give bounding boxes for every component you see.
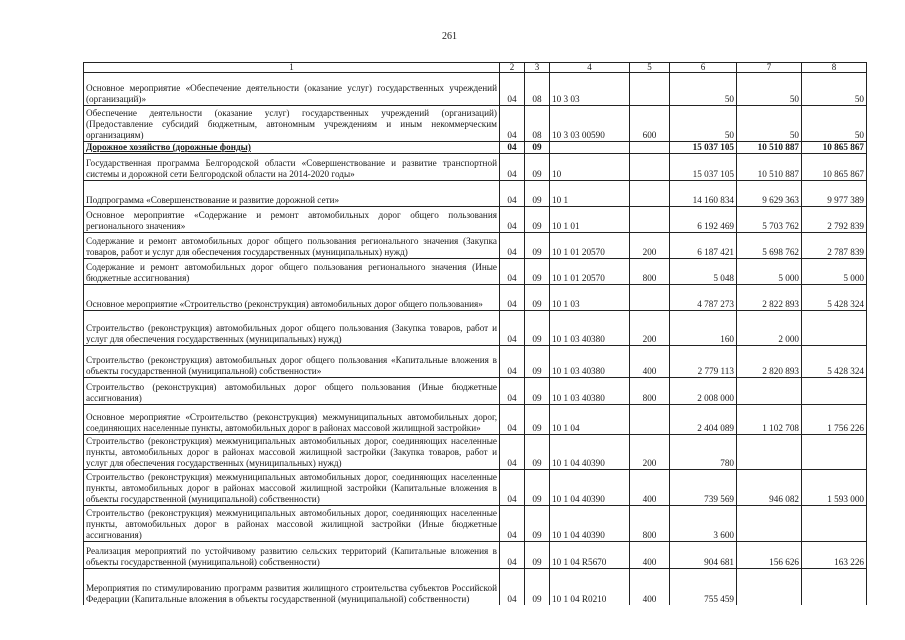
row-name: Реализация мероприятий по устойчивому развитию сельских территорий (Капитальные вложения в объекты государственной (муниципальной) собственности) <box>84 542 500 569</box>
table-row <box>84 378 867 405</box>
expense-type-code <box>630 181 670 207</box>
expense-type-code: 200 <box>630 435 670 470</box>
section-code: 04 <box>500 542 525 569</box>
expense-type-code: 400 <box>630 542 670 569</box>
row-name: Дорожное хозяйство (дорожные фонды) <box>84 142 500 154</box>
expense-type-code: 600 <box>630 106 670 142</box>
section-code: 04 <box>500 435 525 470</box>
subsection-code: 09 <box>525 285 550 311</box>
expense-type-code: 200 <box>630 311 670 346</box>
target-article-code: 10 1 <box>550 181 630 207</box>
subsection-code: 09 <box>525 207 550 233</box>
subsection-code: 09 <box>525 233 550 259</box>
table-row <box>84 435 867 470</box>
table-row <box>84 311 867 346</box>
expense-type-code <box>630 73 670 106</box>
amount-col6: 2 779 113 <box>670 346 737 378</box>
section-code: 04 <box>500 207 525 233</box>
expense-type-code <box>630 142 670 154</box>
amount-col8 <box>802 311 867 346</box>
expense-type-code: 800 <box>630 506 670 542</box>
amount-col7: 2 820 893 <box>737 346 802 378</box>
amount-col8: 9 977 389 <box>802 181 867 207</box>
amount-col6: 3 600 <box>670 506 737 542</box>
column-header: 1 <box>84 63 500 73</box>
amount-col8: 5 428 324 <box>802 346 867 378</box>
amount-col6: 15 037 105 <box>670 142 737 154</box>
section-code: 04 <box>500 506 525 542</box>
row-name: Подпрограмма «Совершенствование и развитие дорожной сети» <box>84 181 500 207</box>
target-article-code: 10 <box>550 154 630 181</box>
column-header: 4 <box>550 63 630 73</box>
row-name: Строительство (реконструкция) межмуниципальных автомобильных дорог, соединяющих населенные пункты, автомобильных дорог в районах массовой жилищной застройки (Иные бюджетные ассигнования) <box>84 506 500 542</box>
table-row <box>84 154 867 181</box>
subsection-code: 09 <box>525 569 550 605</box>
amount-col6: 755 459 <box>670 569 737 605</box>
section-code: 04 <box>500 285 525 311</box>
target-article-code: 10 1 04 R0210 <box>550 569 630 605</box>
amount-col7 <box>737 435 802 470</box>
expense-type-code: 400 <box>630 569 670 605</box>
amount-col6: 904 681 <box>670 542 737 569</box>
table-row <box>84 142 867 154</box>
section-code: 04 <box>500 405 525 435</box>
subsection-code: 09 <box>525 181 550 207</box>
subsection-code: 09 <box>525 154 550 181</box>
amount-col8: 163 226 <box>802 542 867 569</box>
amount-col6: 6 192 469 <box>670 207 737 233</box>
amount-col6: 14 160 834 <box>670 181 737 207</box>
expense-type-code: 400 <box>630 470 670 506</box>
target-article-code: 10 3 03 <box>550 73 630 106</box>
amount-col8: 5 428 324 <box>802 285 867 311</box>
target-article-code: 10 1 01 20570 <box>550 259 630 285</box>
table-row <box>84 542 867 569</box>
amount-col7: 2 000 <box>737 311 802 346</box>
row-name: Строительство (реконструкция) межмуниципальных автомобильных дорог, соединяющих населенные пункты, автомобильных дорог в районах массовой жилищной застройки (Капитальные вложения в объекты государственной (муниципальной) собственности) <box>84 470 500 506</box>
target-article-code: 10 1 04 R5670 <box>550 542 630 569</box>
amount-col8: 10 865 867 <box>802 154 867 181</box>
table-row <box>84 346 867 378</box>
subsection-code: 08 <box>525 73 550 106</box>
table-row <box>84 207 867 233</box>
table-row <box>84 73 867 106</box>
amount-col6: 5 048 <box>670 259 737 285</box>
amount-col7: 156 626 <box>737 542 802 569</box>
amount-col8: 1 593 000 <box>802 470 867 506</box>
target-article-code: 10 1 03 40380 <box>550 311 630 346</box>
row-name: Основное мероприятие «Строительство (реконструкция) автомобильных дорог общего пользования» <box>84 285 500 311</box>
row-name: Содержание и ремонт автомобильных дорог общего пользования регионального значения (Иные бюджетные ассигнования) <box>84 259 500 285</box>
amount-col8 <box>802 569 867 605</box>
target-article-code: 10 1 03 40380 <box>550 346 630 378</box>
amount-col8: 5 000 <box>802 259 867 285</box>
amount-col6: 50 <box>670 73 737 106</box>
column-header: 2 <box>500 63 525 73</box>
header-row <box>84 63 867 73</box>
amount-col6: 160 <box>670 311 737 346</box>
amount-col8: 50 <box>802 106 867 142</box>
section-code: 04 <box>500 154 525 181</box>
section-code: 04 <box>500 569 525 605</box>
row-name: Обеспечение деятельности (оказание услуг) государственных учреждений (организаций) (Предоставление субсидий бюджетным, автономным учреждениям и иным некоммерческим организациям) <box>84 106 500 142</box>
table-row <box>84 285 867 311</box>
amount-col7: 50 <box>737 106 802 142</box>
amount-col7: 2 822 893 <box>737 285 802 311</box>
section-code: 04 <box>500 378 525 405</box>
column-header: 6 <box>670 63 737 73</box>
section-code: 04 <box>500 142 525 154</box>
target-article-code: 10 1 04 40390 <box>550 470 630 506</box>
target-article-code: 10 1 03 40380 <box>550 378 630 405</box>
amount-col7: 10 510 887 <box>737 154 802 181</box>
amount-col7: 5 703 762 <box>737 207 802 233</box>
amount-col6: 780 <box>670 435 737 470</box>
row-name: Мероприятия по стимулированию программ развития жилищного строительства субъектов Российской Федерации (Капитальные вложения в объекты государственной (муниципальной) собственности) <box>84 569 500 605</box>
row-name: Основное мероприятие «Строительство (реконструкция) межмуниципальных автомобильных дорог, соединяющих населенные пункты, автомобильных дорог в районах массовой жилищной застройки» <box>84 405 500 435</box>
target-article-code: 10 1 04 <box>550 405 630 435</box>
section-code: 04 <box>500 106 525 142</box>
subsection-code: 09 <box>525 542 550 569</box>
subsection-code: 09 <box>525 259 550 285</box>
target-article-code: 10 1 04 40390 <box>550 506 630 542</box>
target-article-code: 10 3 03 00590 <box>550 106 630 142</box>
section-code: 04 <box>500 470 525 506</box>
subsection-code: 09 <box>525 346 550 378</box>
column-header: 5 <box>630 63 670 73</box>
row-name: Основное мероприятие «Содержание и ремонт автомобильных дорог общего пользования регионального значения» <box>84 207 500 233</box>
column-header: 8 <box>802 63 867 73</box>
subsection-code: 09 <box>525 378 550 405</box>
target-article-code: 10 1 01 20570 <box>550 233 630 259</box>
target-article-code: 10 1 01 <box>550 207 630 233</box>
row-name: Государственная программа Белгородской области «Совершенствование и развитие транспортной системы и дорожной сети Белгородской области на 2014-2020 годы» <box>84 154 500 181</box>
table-row <box>84 106 867 142</box>
table-row <box>84 259 867 285</box>
subsection-code: 09 <box>525 470 550 506</box>
section-code: 04 <box>500 311 525 346</box>
amount-col6: 50 <box>670 106 737 142</box>
amount-col6: 4 787 273 <box>670 285 737 311</box>
subsection-code: 09 <box>525 405 550 435</box>
target-article-code: 10 1 04 40390 <box>550 435 630 470</box>
amount-col8 <box>802 378 867 405</box>
subsection-code: 09 <box>525 506 550 542</box>
amount-col7 <box>737 569 802 605</box>
table-row <box>84 181 867 207</box>
column-header: 3 <box>525 63 550 73</box>
row-name: Строительство (реконструкция) автомобильных дорог общего пользования «Капитальные вложения в объекты государственной (муниципальной) собственности» <box>84 346 500 378</box>
amount-col7: 5 000 <box>737 259 802 285</box>
section-code: 04 <box>500 259 525 285</box>
amount-col7: 9 629 363 <box>737 181 802 207</box>
budget-table <box>83 62 867 605</box>
subsection-code: 09 <box>525 142 550 154</box>
row-name: Содержание и ремонт автомобильных дорог общего пользования регионального значения (Закупка товаров, работ и услуг для обеспечения государственных (муниципальных) нужд) <box>84 233 500 259</box>
amount-col7: 10 510 887 <box>737 142 802 154</box>
expense-type-code: 800 <box>630 378 670 405</box>
table-row <box>84 506 867 542</box>
subsection-code: 09 <box>525 311 550 346</box>
amount-col8 <box>802 435 867 470</box>
table-row <box>84 405 867 435</box>
target-article-code: 10 1 03 <box>550 285 630 311</box>
table-row <box>84 569 867 605</box>
amount-col7: 946 082 <box>737 470 802 506</box>
section-code: 04 <box>500 181 525 207</box>
row-name: Строительство (реконструкция) автомобильных дорог общего пользования (Иные бюджетные ассигнования) <box>84 378 500 405</box>
amount-col7: 1 102 708 <box>737 405 802 435</box>
row-name: Основное мероприятие «Обеспечение деятельности (оказание услуг) государственных учреждений (организаций)» <box>84 73 500 106</box>
amount-col8: 1 756 226 <box>802 405 867 435</box>
amount-col7 <box>737 506 802 542</box>
amount-col7: 5 698 762 <box>737 233 802 259</box>
page-number: 261 <box>442 31 457 42</box>
subsection-code: 09 <box>525 435 550 470</box>
section-code: 04 <box>500 346 525 378</box>
amount-col6: 6 187 421 <box>670 233 737 259</box>
expense-type-code: 800 <box>630 259 670 285</box>
section-code: 04 <box>500 233 525 259</box>
amount-col8: 50 <box>802 73 867 106</box>
amount-col8: 10 865 867 <box>802 142 867 154</box>
section-code: 04 <box>500 73 525 106</box>
expense-type-code <box>630 285 670 311</box>
table-row <box>84 233 867 259</box>
target-article-code <box>550 142 630 154</box>
amount-col6: 2 404 089 <box>670 405 737 435</box>
expense-type-code <box>630 405 670 435</box>
amount-col6: 2 008 000 <box>670 378 737 405</box>
subsection-code: 08 <box>525 106 550 142</box>
table-row <box>84 470 867 506</box>
column-header: 7 <box>737 63 802 73</box>
row-name: Строительство (реконструкция) автомобильных дорог общего пользования (Закупка товаров, работ и услуг для обеспечения государственных (муниципальных) нужд) <box>84 311 500 346</box>
amount-col7: 50 <box>737 73 802 106</box>
amount-col8: 2 792 839 <box>802 207 867 233</box>
amount-col8: 2 787 839 <box>802 233 867 259</box>
expense-type-code <box>630 154 670 181</box>
amount-col8 <box>802 506 867 542</box>
amount-col6: 15 037 105 <box>670 154 737 181</box>
expense-type-code <box>630 207 670 233</box>
row-name: Строительство (реконструкция) межмуниципальных автомобильных дорог, соединяющих населенные пункты, автомобильных дорог в районах массовой жилищной застройки (Закупка товаров, работ и услуг для обеспечения государственных (муниципальных) нужд) <box>84 435 500 470</box>
amount-col7 <box>737 378 802 405</box>
expense-type-code: 400 <box>630 346 670 378</box>
expense-type-code: 200 <box>630 233 670 259</box>
amount-col6: 739 569 <box>670 470 737 506</box>
